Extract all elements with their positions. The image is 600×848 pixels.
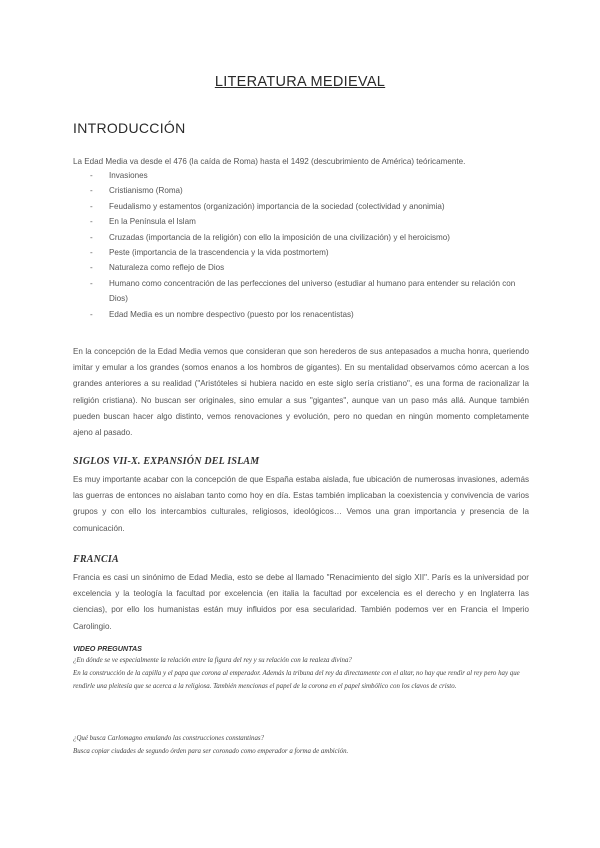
intro-lead: La Edad Media va desde el 476 (la caída de Roma) hasta el 1492 (descubrimiento de América) teóricamente. — [73, 157, 466, 166]
siglos-paragraph: Es muy importante acabar con la concepción de que España estaba aislada, fue ubicación de numerosas invasiones, además las guerras de entonces no aislaban tanto como hoy en día. Estas también implicaban la coexistencia y convivencia de varios grupos y con ello los intercambios culturales, religiosos, ideológicos… Vemos una gran importancia y presencia de la comunicación. — [73, 475, 529, 533]
list-item: - Peste (importancia de la trascendencia y la vida postmortem) — [90, 248, 329, 258]
list-item: - Naturaleza como reflejo de Dios — [90, 263, 225, 273]
video-question-2: ¿Qué busca Carlomagno emulando las construcciones constantinas? — [73, 735, 265, 742]
intro-heading: INTRODUCCIÓN — [73, 120, 186, 136]
intro-paragraph: En la concepción de la Edad Media vemos que consideran que son herederos de sus antepasados a mucha honra, queriendo imitar y emular a los grandes (somos enanos a los hombros de gigantes). En su mentalidad observamos cómo acercan a los grandes anteriores a su realidad ("Aristóteles si hubiera nacido en este siglo sería cristiano", es una forma de racionalizar la religión cristiana). No buscan ser originales, sino emular a sus "gigantes", aunque van un paso más allá. Aunque también pueden buscan hacer algo distinto, vemos renovaciones y evolución, pero no quedan en ningún momento completamente ajeno al pasado. — [73, 347, 529, 438]
video-answer-1: En la construcción de la capilla y el papa que corona al emperador. Además la tribuna del rey da directamente con el altar, no hay que rendir al rey pero hay que rendirle una pleitesía que se acerca a la religiosa. También mencionas el papel de la corona en el papel simbólico con los clavos de cristo. — [73, 670, 520, 690]
francia-paragraph: Francia es casi un sinónimo de Edad Media, esto se debe al llamado "Renacimiento del siglo XII". París es la universidad por excelencia y la teología la facultad por excelencia (en italia la facultad por excelencia es el derecho y en Inglaterra las ciencias), por ello los humanistas están muy influidos por esa secularidad. También podemos ver en Francia el Imperio Carolingio. — [73, 573, 529, 631]
video-answer-2: Busca copiar ciudades de segundo órden para ser coronado como emperador a forma de ambición. — [73, 748, 349, 755]
video-questions-heading: VIDEO PREGUNTAS — [73, 644, 142, 653]
video-question-1: ¿En dónde se ve especialmente la relación entre la figura del rey y su relación con la realeza divina? — [73, 657, 352, 664]
intro-bullet-list — [73, 168, 529, 322]
list-item: - Cristianismo (Roma) — [90, 186, 183, 196]
list-item: - Cruzadas (importancia de la religión) con ello la imposición de una civilización) y el heroicismo) — [90, 232, 450, 242]
section-heading-francia: FRANCIA — [73, 554, 119, 565]
document-title: LITERATURA MEDIEVAL — [214, 74, 386, 90]
section-heading-siglos: SIGLOS VII-X. EXPANSIÓN DEL ISLAM — [73, 456, 260, 467]
list-item: - En la Península el Islam — [90, 217, 196, 227]
list-item: - Edad Media es un nombre despectivo (puesto por los renacentistas) — [90, 309, 354, 319]
list-item: - Humano como concentración de las perfecciones del universo (estudiar al humano para entender su relación con Dios) — [90, 278, 516, 304]
list-item: - Invasiones — [90, 171, 148, 180]
list-item: - Feudalismo y estamentos (organización) importancia de la sociedad (colectividad y anonimia) — [90, 201, 445, 211]
